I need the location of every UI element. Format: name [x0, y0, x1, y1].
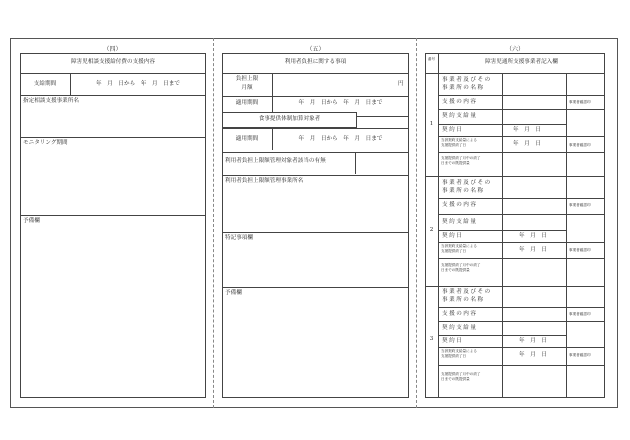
entry-number: 1 [429, 121, 434, 127]
cap-label-1: 負担上限 [235, 76, 259, 82]
confirm-stamp-1: 事業者確認印 [569, 203, 591, 207]
reserve-label-4: 予備欄 [23, 218, 40, 224]
panel-5-title: 利用者負担に関する事項 [284, 59, 347, 65]
confirm-stamp-2: 事業者確認印 [569, 143, 591, 147]
fold-line-1 [213, 38, 214, 408]
remaining-label-1: 支援提供終了月中の終了 [441, 156, 481, 160]
number-header: 番号 [427, 57, 436, 61]
period-label: 支給期間 [33, 81, 57, 87]
office-name-label-1: 事業者及びその [442, 289, 492, 295]
cap-unit: 円 [398, 81, 404, 87]
remaining-label-1: 支援提供終了月中の終了 [441, 263, 481, 267]
end-value: 年 月 日 [519, 352, 547, 358]
end-value: 年 月 日 [513, 141, 541, 147]
office-name-label-1: 事業者及びその [442, 77, 492, 83]
panel-6-title: 障害児通所支援事業者記入欄 [485, 59, 558, 65]
mgmt-office-label: 利用者負担上限額管理事業所名 [225, 178, 304, 184]
confirm-stamp-2: 事業者確認印 [569, 353, 591, 357]
meal-title: 食事提供体制加算対象者 [258, 116, 321, 122]
end-label-1: 当該契約支給量による [441, 244, 477, 248]
monitoring-label: モニタリング期間 [23, 140, 68, 146]
confirm-stamp-2: 事業者確認印 [569, 248, 591, 252]
end-value: 年 月 日 [519, 247, 547, 253]
office-name-label-2: 事業所の名称 [442, 188, 485, 194]
end-label-2: 支援提供終了日 [441, 249, 467, 253]
contract-date-label: 契約日 [442, 127, 464, 133]
content-label: 支援の内容 [442, 311, 478, 317]
reserve-label-5: 予備欄 [225, 290, 242, 296]
office-name-label-2: 事業所の名称 [442, 297, 485, 303]
office-name-label-2: 事業所の名称 [442, 85, 485, 91]
remaining-label-1: 支援提供終了月中の終了 [441, 372, 481, 376]
contract-label: 契約支給量 [442, 325, 478, 331]
applic2-value: 年 月 日から 年 月 日まで [298, 136, 383, 142]
panel-4-heading: （四） [103, 46, 122, 53]
provider-label: 指定相談支援事業所名 [23, 98, 79, 104]
contract-date-value: 年 月 日 [513, 127, 541, 133]
panel-4-frame [20, 53, 206, 398]
contract-label: 契約支給量 [442, 219, 478, 225]
content-label: 支援の内容 [442, 99, 478, 105]
contract-label: 契約支給量 [442, 113, 478, 119]
content-label: 支援の内容 [442, 202, 478, 208]
fold-line-2 [416, 38, 417, 408]
panel-6-heading: （六） [505, 46, 524, 53]
confirm-stamp-1: 事業者確認印 [569, 100, 591, 104]
entry-number: 2 [429, 227, 434, 233]
applic2-label: 適用期間 [235, 136, 259, 142]
cap-label-2: 月額 [241, 85, 253, 91]
remaining-label-2: 日までの既提供量 [441, 161, 470, 165]
contract-date-label: 契約日 [442, 338, 464, 344]
contract-date-value: 年 月 日 [519, 233, 547, 239]
applic-value: 年 月 日から 年 月 日まで [298, 100, 383, 106]
contract-date-value: 年 月 日 [519, 338, 547, 344]
end-label-1: 当該契約支給量による [441, 349, 477, 353]
mgmt-target-label: 利用者負担上限額管理対象者該当の有無 [225, 158, 326, 164]
entry-number: 3 [429, 336, 434, 342]
special-label: 特記事項欄 [225, 235, 253, 241]
panel-5-heading: （五） [306, 46, 325, 53]
panel-4-title: 障害児相談支援給付費の支援内容 [71, 59, 155, 65]
remaining-label-2: 日までの既提供量 [441, 377, 470, 381]
period-value: 年 月 日から 年 月 日まで [96, 81, 180, 87]
end-label-2: 支援提供終了日 [441, 354, 467, 358]
contract-date-label: 契約日 [442, 233, 464, 239]
remaining-label-2: 日までの既提供量 [441, 268, 470, 272]
end-label-2: 支援提供終了日 [441, 143, 467, 147]
end-label-1: 当該契約支給量による [441, 138, 477, 142]
office-name-label-1: 事業者及びその [442, 180, 492, 186]
confirm-stamp-1: 事業者確認印 [569, 312, 591, 316]
applic-label: 適用期間 [235, 100, 259, 106]
